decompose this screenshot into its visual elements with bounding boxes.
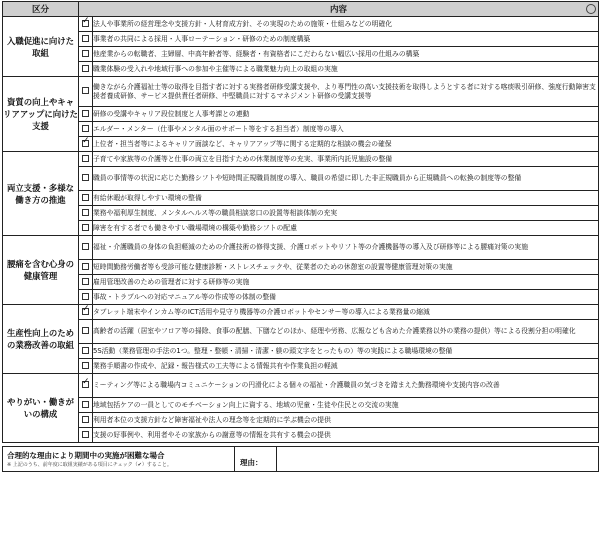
item-text: 子育てや家族等の介護等と仕事の両立を目指すための休業制度等の充実、事業所内託児施設の整備 — [93, 152, 599, 167]
table-row — [3, 62, 599, 77]
checkbox-cell — [79, 47, 93, 62]
item-text: 利用者本位の支援方針など障害福祉や法人の理念等を定期的に学ぶ機会の提供 — [93, 413, 599, 428]
checkbox[interactable] — [82, 155, 89, 162]
table-row — [3, 260, 599, 275]
item-text: 研修の受講やキャリア段位制度と人事考課との連動 — [93, 107, 599, 122]
checkbox[interactable] — [82, 50, 89, 57]
checkbox[interactable] — [82, 263, 89, 270]
item-text: 職員の事情等の状況に応じた勤務シフトや短時間正規職員制度の導入、職員の希望に即した非正規職員から正規職員への転換の制度等の整備 — [93, 167, 599, 191]
table-row — [3, 305, 599, 320]
checkbox[interactable] — [82, 194, 89, 201]
category-label: 資質の向上やキャリアアップに向けた支援 — [3, 77, 79, 152]
checkbox-cell — [79, 122, 93, 137]
category-label: 入職促進に向けた取組 — [3, 17, 79, 77]
checkbox-cell — [79, 221, 93, 236]
checkbox-cell — [79, 260, 93, 275]
item-text: 事業者の共同による採用・人事ローテーション・研修のための制度構築 — [93, 32, 599, 47]
checkbox[interactable] — [82, 125, 89, 132]
item-text: エルダー・メンター（仕事やメンタル面のサポート等をする担当者）制度等の導入 — [93, 122, 599, 137]
checkbox-cell — [79, 290, 93, 305]
checkbox-cell — [79, 137, 93, 152]
table-row — [3, 47, 599, 62]
checkbox-cell — [79, 107, 93, 122]
table-row — [3, 77, 599, 107]
form-page — [2, 1, 598, 472]
checkbox[interactable] — [82, 381, 89, 388]
table-row — [3, 236, 599, 260]
checkbox[interactable] — [82, 209, 89, 216]
footer-main-text: 合理的な理由により期間中の実施が困難な場合 — [7, 451, 165, 460]
checkbox-cell — [79, 77, 93, 107]
table-row — [3, 428, 599, 443]
item-text: 他産業からの転職者、主婦層、中高年齢者等、経験者・有資格者にこだわらない幅広い採用の仕組みの構築 — [93, 47, 599, 62]
category-label: 両立支援・多様な働き方の推進 — [3, 152, 79, 236]
checkbox-cell — [79, 17, 93, 32]
checkbox[interactable] — [82, 431, 89, 438]
footer-note-cell — [3, 447, 235, 472]
checkbox-cell — [79, 236, 93, 260]
checkbox[interactable] — [82, 140, 89, 147]
table-row — [3, 398, 599, 413]
header-content-label: 内容 — [330, 5, 348, 15]
checkbox[interactable] — [82, 401, 89, 408]
checkbox-cell — [79, 62, 93, 77]
table-row — [3, 359, 599, 374]
item-text: 高齢者の活躍（居室やフロア等の掃除、食事の配膳、下膳などのほか、経理や労務、広報なども含めた介護業務以外の業務の提供）等による役割分担の明確化 — [93, 320, 599, 344]
header-content — [79, 2, 599, 17]
item-text: 職業体験の受入れや地域行事への参加や主催等による職業魅力向上の取組の実施 — [93, 62, 599, 77]
checkbox[interactable] — [82, 87, 89, 94]
checkbox[interactable] — [82, 362, 89, 369]
header-category: 区分 — [3, 2, 79, 17]
checkbox[interactable] — [82, 278, 89, 285]
table-row — [3, 374, 599, 398]
checkbox[interactable] — [82, 35, 89, 42]
table-row — [3, 290, 599, 305]
checkbox-cell — [79, 359, 93, 374]
checkbox-cell — [79, 275, 93, 290]
table-row — [3, 152, 599, 167]
footer-small-note: ※ 上記のうち、前年度に取組実績がある項目にチェック（✔）すること。 — [7, 462, 172, 468]
category-label: 腰痛を含む心身の健康管理 — [3, 236, 79, 305]
checkbox[interactable] — [82, 347, 89, 354]
item-text: 有給休暇が取得しやすい環境の整備 — [93, 191, 599, 206]
checkbox-cell — [79, 374, 93, 398]
checkbox[interactable] — [82, 174, 89, 181]
measures-table — [2, 1, 599, 443]
item-text: 働きながら介護福祉士等の取得を目指す者に対する実務者研修受講支援や、より専門性の高い支援技術を取得しようとする者に対する喀痰吸引研修、強度行動障害支援者養成研修、サービス提供責任者研修、中堅職員に対するマネジメント研修の受講支援等 — [93, 77, 599, 107]
item-text: 支援の好事例や、利用者やその家族からの謝意等の情報を共有する機会の提供 — [93, 428, 599, 443]
item-text: ミーティング等による職場内コミュニケーションの円滑化による個々の福祉・介護職員の気づきを踏まえた勤務環境や支援内容の改善 — [93, 374, 599, 398]
table-row — [3, 221, 599, 236]
table-row — [3, 413, 599, 428]
table-row — [3, 320, 599, 344]
checkbox[interactable] — [82, 243, 89, 250]
checkbox-cell — [79, 428, 93, 443]
checkbox[interactable] — [82, 293, 89, 300]
item-text: 福祉・介護職員の身体の負担軽減のための介護技術の修得支援、介護ロボットやリフト等の介護機器等の導入及び研修等による腰痛対策の実施 — [93, 236, 599, 260]
item-text: 地域包括ケアの一員としてのモチベーション向上に資する、地域の児童・生徒や住民との交流の実施 — [93, 398, 599, 413]
table-row — [3, 191, 599, 206]
checkbox-cell — [79, 32, 93, 47]
reason-label-cell — [235, 447, 277, 472]
table-row — [3, 137, 599, 152]
item-text: 上位者・担当者等によるキャリア面談など、キャリアアップ等に関する定期的な相談の機会の確保 — [93, 137, 599, 152]
reason-input-cell[interactable] — [277, 447, 599, 472]
checkbox-cell — [79, 167, 93, 191]
table-row — [3, 122, 599, 137]
table-row — [3, 17, 599, 32]
item-text: 業務や福利厚生制度、メンタルヘルス等の職員相談窓口の設置等相談体制の充実 — [93, 206, 599, 221]
item-text: 5S活動（業務管理の手法の1つ。整理・整頓・清掃・清潔・躾の頭文字をとったもの）等の実践による職場環境の整備 — [93, 344, 599, 359]
item-text: 業務手順書の作成や、記録・報告様式の工夫等による情報共有や作業負担の軽減 — [93, 359, 599, 374]
category-label: 生産性向上のための業務改善の取組 — [3, 305, 79, 374]
checkbox-cell — [79, 398, 93, 413]
category-label: やりがい・働きがいの構成 — [3, 374, 79, 443]
checkbox[interactable] — [82, 65, 89, 72]
footer-table — [2, 446, 599, 472]
table-row — [3, 344, 599, 359]
item-text: 雇用管理改善のための管理者に対する研修等の実施 — [93, 275, 599, 290]
item-text: 法人や事業所の経営理念や支援方針・人材育成方針、その実現のための施策・仕組みなどの明確化 — [93, 17, 599, 32]
item-text: タブレット端末やインカム等のICT活用や見守り機器等の介護ロボットやセンサー等の導入による業務量の縮減 — [93, 305, 599, 320]
circle-icon — [586, 4, 596, 14]
checkbox[interactable] — [82, 224, 89, 231]
checkbox-cell — [79, 206, 93, 221]
table-row — [3, 167, 599, 191]
checkbox-cell — [79, 344, 93, 359]
table-row — [3, 206, 599, 221]
table-row — [3, 107, 599, 122]
checkbox-cell — [79, 152, 93, 167]
item-text: 障害を有する者でも働きやすい職場環境の構築や勤務シフトの配慮 — [93, 221, 599, 236]
checkbox[interactable] — [82, 110, 89, 117]
checkbox[interactable] — [82, 416, 89, 423]
checkbox-cell — [79, 305, 93, 320]
checkbox-cell — [79, 413, 93, 428]
item-text: 短時間勤務労働者等も受診可能な健康診断・ストレスチェックや、従業者のための休憩室の設置等健康管理対策の実施 — [93, 260, 599, 275]
checkbox[interactable] — [82, 20, 89, 27]
checkbox[interactable] — [82, 308, 89, 315]
checkbox[interactable] — [82, 327, 89, 334]
checkbox-cell — [79, 191, 93, 206]
table-header-row — [3, 2, 599, 17]
table-row — [3, 32, 599, 47]
checkbox-cell — [79, 320, 93, 344]
item-text: 事故・トラブルへの対応マニュアル等の作成等の体制の整備 — [93, 290, 599, 305]
table-row — [3, 275, 599, 290]
reason-label: 理由： — [240, 457, 263, 467]
